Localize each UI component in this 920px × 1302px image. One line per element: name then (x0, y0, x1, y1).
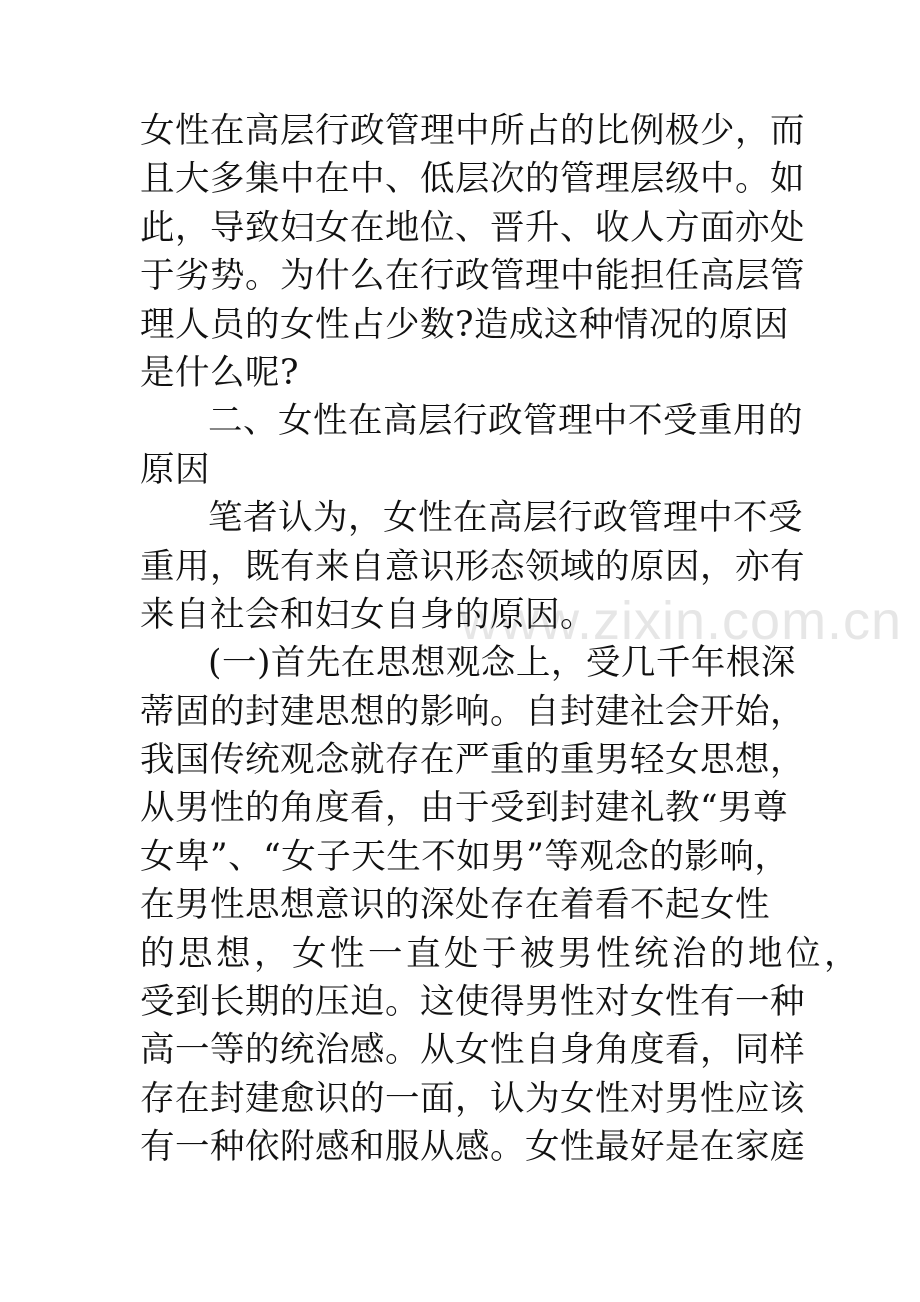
text-line: 我国传统观念就存在严重的重男轻女思想， (140, 740, 805, 781)
text-line: 的思想，女性一直处于被男性统治的地位， (140, 933, 862, 974)
text-line: 蒂固的封建思想的影响。自封建社会开始， (140, 691, 805, 732)
text-line: 存在封建愈识的一面，认为女性对男性应该 (140, 1078, 805, 1119)
text-line: 从男性的角度看，由于受到封建礼教“男尊 (140, 788, 789, 829)
text-line: 有一种依附感和服从感。女性最好是在家庭 (140, 1127, 805, 1168)
text-line: (一)首先在思想观念上，受几千年根深 (208, 643, 796, 684)
text-line: 二、女性在高层行政管理中不受重用的 (208, 401, 803, 442)
text-line: 于劣势。为什么在行政管理中能担任高层管 (140, 256, 805, 297)
text-line: 女性在高层行政管理中所占的比例极少，而 (140, 111, 805, 151)
text-line: 且大多集中在中、低层次的管理层级中。如 (140, 159, 805, 200)
text-line: 此，导致妇女在地位、晋升、收人方面亦处 (140, 207, 805, 248)
text-line: 受到长期的压迫。这使得男性对女性有一种 (140, 982, 805, 1023)
text-line: 在男性思想意识的深处存在着看不起女性 (140, 885, 770, 926)
text-line: 高一等的统治感。从女性自身角度看，同样 (140, 1030, 805, 1071)
text-line: 是什么呢? (140, 352, 299, 393)
watermark: www.zixin.com.cn (460, 591, 903, 651)
text-line: 来自社会和妇女自身的原因。 (140, 594, 595, 635)
body-text (140, 107, 862, 1172)
text-line: 原因 (140, 449, 210, 490)
text-line: 理人员的女性占少数?造成这种情况的原因 (140, 304, 789, 345)
text-line: 笔者认为，女性在高层行政管理中不受 (208, 498, 803, 539)
text-line: 重用，既有来自意识形态领域的原因，亦有 (140, 546, 805, 587)
text-line: 女卑”、“女子天生不如男”等观念的影响， (140, 836, 790, 877)
